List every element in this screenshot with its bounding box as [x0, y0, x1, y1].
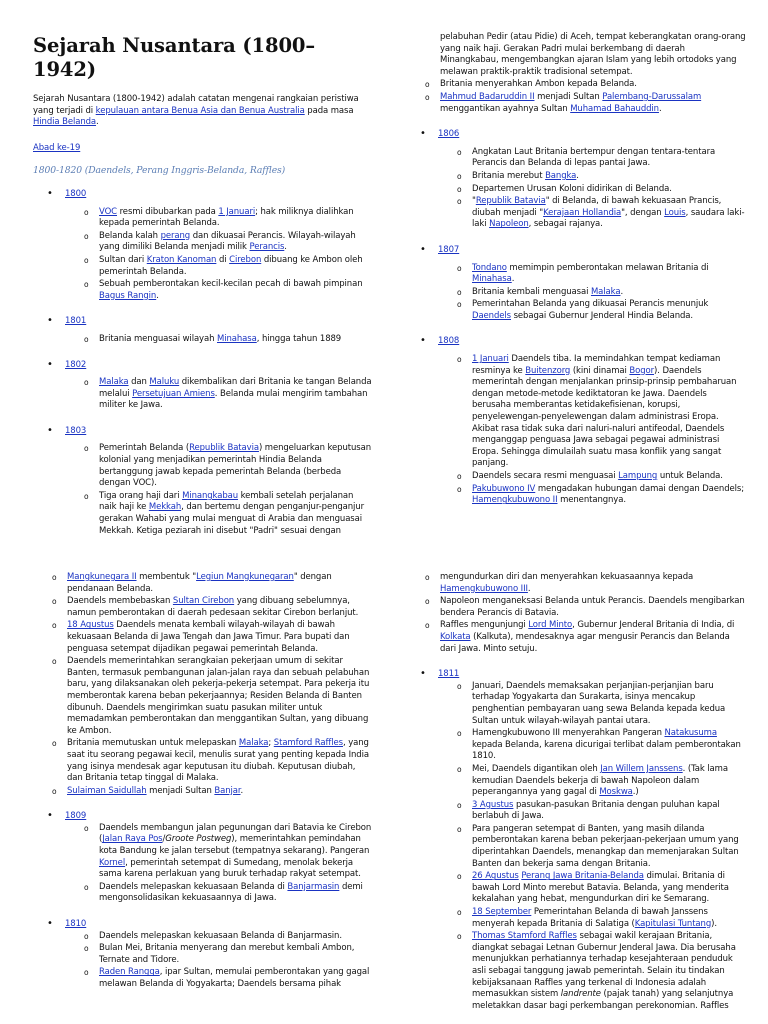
text-run: dikembalikan dari Britania ke tangan Belanda melalui — [99, 377, 372, 399]
event-item — [438, 764, 746, 799]
text-run: . — [620, 286, 624, 297]
italic-text: Groote Postweg — [165, 834, 232, 845]
event-item — [438, 471, 746, 483]
event-item — [438, 184, 746, 196]
text-run: Mei, Daendels digantikan oleh — [472, 763, 601, 774]
year-link-1807[interactable]: 1807 — [438, 244, 460, 255]
text-run: Pemerintahan Belanda di bawah Janssens menyerah kepada Britania di Salatiga ( — [472, 907, 708, 929]
text-run: Britania kembali menguasai — [472, 286, 591, 297]
text-run: ). Daendels memerintah dengan menjalankan prinsip-prinsip pembaharuan dengan metode-metode kediktatoran ke Jawa. Daendels berusaha memberantas ketidakefisienan, korupsi, penyelewengan-penyelewengan dalam administrasi Eropa. Akibat rasa tidak suka dari naluri-naluri antifeodal, Daendels menganggap penguasa Jawa sebagai pegawai administrasi Eropa. Sehingga dimulailah suatu masa konflik yang sangat panjang. — [472, 365, 737, 469]
event-item — [33, 786, 373, 798]
text-run: yang dibuang sebelumnya, namun pemberontakan di daerah pedesaan sekitar Cirebon berlanjut. — [67, 596, 359, 618]
year-item-1810 — [33, 919, 373, 991]
text-run: untuk Belanda. — [657, 471, 723, 481]
event-list — [406, 32, 746, 115]
event-item — [33, 572, 373, 595]
inline-link[interactable]: Banjarmasin — [287, 881, 340, 892]
text-run: " — [472, 196, 476, 207]
text-run: ; hak miliknya dialihkan kepada pemerintah Belanda. — [99, 206, 354, 229]
event-item — [65, 279, 373, 302]
italic-text: landrente — [560, 989, 601, 1000]
page-title: Sejarah Nusantara (1800–1942) — [33, 34, 316, 81]
inline-link[interactable]: Lampung — [618, 471, 658, 481]
text-run: Britania menguasai wilayah — [99, 333, 217, 344]
event-item — [438, 196, 746, 231]
year-item-1811 — [406, 669, 746, 1012]
inline-link[interactable]: Perang Jawa Britania-Belanda — [521, 871, 644, 882]
text-run: Daendels tiba. Ia memindahkan tempat kediaman resminya ke — [472, 354, 721, 376]
event-item — [65, 377, 373, 412]
text-run: Bulan Mei, Britania menyerang dan merebut kembali Ambon, Ternate and Tidore. — [99, 943, 355, 965]
text-run: . — [527, 583, 531, 594]
event-item — [65, 334, 373, 346]
text-run: ). — [711, 918, 717, 929]
page-1-right-column — [406, 32, 746, 508]
year-item-1809 — [33, 811, 373, 905]
event-item — [438, 354, 746, 470]
text-run: . Belanda mulai mengirim tambahan militer ke Jawa. — [99, 388, 368, 411]
text-run: Britania memutuskan untuk melepaskan — [67, 738, 239, 749]
event-list — [65, 931, 373, 991]
text-run: Daendels melepaskan kekuasaan Belanda di — [99, 881, 288, 892]
inline-link[interactable]: Thomas Stamford Raffles — [472, 931, 577, 942]
inline-link[interactable]: Minahasa — [217, 333, 257, 344]
event-item — [33, 656, 373, 737]
inline-link[interactable]: Jalan Raya Pos — [102, 834, 163, 845]
text-run: menjadi Sultan — [534, 91, 603, 102]
event-item — [65, 943, 373, 966]
event-item — [406, 620, 746, 655]
year-link-1803[interactable]: 1803 — [65, 425, 87, 436]
inline-link[interactable]: Moskwa — [599, 787, 633, 798]
event-item — [438, 681, 746, 727]
inline-link[interactable]: Pakubuwono IV — [472, 483, 536, 494]
text-run: Napoleon menganeksasi Belanda untuk Perancis. Daendels mengibarkan bendera Perancis di Batavia. — [440, 596, 745, 618]
inline-link[interactable]: Malaka — [590, 286, 621, 297]
event-item — [438, 147, 746, 170]
inline-link[interactable]: Palembang-Darussalam — [602, 91, 702, 102]
inline-link[interactable]: Maluku — [149, 377, 180, 388]
text-run: . (Tak lama kemudian Daendels bekerja di bawah Napoleon dalam peperangannya yang gagal di — [472, 763, 728, 798]
inline-link[interactable]: Hamengkubuwono III — [440, 583, 528, 594]
text-run: Daendels menata kembali wilayah-wilayah di bawah kekuasaan Belanda di Jawa Tengah dan Jawa Timur. Para bupati dan penguasa setempat dijadikan pegawai pemerintah Belanda. — [67, 620, 350, 654]
text-run: dibuang ke Ambon oleh pemerintah Belanda. — [99, 254, 363, 277]
inline-link[interactable]: Kornel — [99, 857, 126, 868]
inline-link[interactable]: kepulauan antara Benua Asia dan Benua Australia — [95, 105, 305, 116]
inline-link[interactable]: Tondano — [472, 262, 507, 273]
year-list — [406, 572, 746, 1012]
text-run: " dengan pendanaan Belanda. — [67, 572, 332, 594]
page-2-right-column — [406, 572, 746, 1013]
event-item — [438, 171, 746, 183]
year-item-1806 — [406, 129, 746, 231]
year-item-1802 — [33, 360, 373, 412]
text-run: , saudara laki-laki — [472, 207, 745, 230]
text-run: . — [658, 103, 662, 114]
inline-link[interactable]: 26 Agustus — [472, 871, 519, 882]
text-run: , sebagai rajanya. — [528, 219, 603, 230]
text-run: Para pangeran setempat di Banten, yang masih dilanda pemberontakan karena beban pekerjaan-pekerjaan umum yang diperintahkan Daendels, menangkap dan memenjarakan Sultan Banten dan bekerja sama dengan Britania. — [472, 823, 739, 869]
event-item — [65, 823, 373, 881]
inline-link[interactable]: Legiun Mangkunegaran — [196, 572, 294, 582]
text-run: Daendels membangun jalan pegunungan dari Batavia ke Cirebon ( — [99, 822, 372, 845]
text-run: pada masa — [304, 105, 354, 116]
text-run: . — [240, 785, 244, 796]
text-run: . — [156, 290, 159, 301]
event-item — [406, 92, 746, 115]
year-link-1808[interactable]: 1808 — [438, 336, 460, 347]
text-run: sebagai Gubernur Jenderal Hindia Belanda. — [511, 310, 693, 321]
event-item — [406, 596, 746, 619]
inline-link[interactable]: Sulaiman Saidullah — [67, 785, 147, 796]
text-run: resmi dibubarkan pada — [117, 206, 219, 217]
year-list — [33, 572, 373, 991]
event-list — [33, 572, 373, 797]
text-run: . — [96, 117, 99, 128]
event-item — [406, 572, 746, 595]
inline-link[interactable]: 1 Januari — [472, 354, 509, 365]
inline-link[interactable]: Natakusuma — [664, 728, 717, 739]
text-run: dan dikuasai Perancis. Wilayah-wilayah yang dimiliki Belanda menjadi milik — [99, 230, 356, 253]
text-run: sebagai wakil kerajaan Britania, diangkat sebagai Letnan Gubernur Jenderal Jawa. Dia berusaha menunjukkan perhatiannya terhadap kesejahteraan penduduk asli sebagai tanggung jawab pemerintah. Selain itu tindakan kebijaksanaan Raffles yang terkenal di Indonesia adalah memasukkan sistem — [472, 931, 736, 1000]
text-run: mengundurkan diri dan menyerahkan kekuasaannya kepada — [440, 572, 694, 582]
event-list — [438, 354, 746, 507]
inline-link[interactable]: Lord Minto — [528, 620, 573, 631]
text-run: ) mengeluarkan keputusan kolonial yang menjadikan pemerintah Hindia Belanda bertanggung jawab kepada pemerintah Belanda (berbeda dengan VOC). — [99, 443, 371, 489]
text-run: Daendels memerintahkan serangkaian pekerjaan umum di sekitar Banten, termasuk pembangunan jalan-jalan raya dan sebuah pelabuhan baru, yang dilaksanakan oleh pekerja-pekerja setempat. Para pekerja itu memberontak karena beban pekerjaannya; Residen Belanda di Banten dibunuh. Daendels mengirimkan suatu pasukan militer untuk memadamkan pemberontakan dan menggantikan Sultan, yang dibuang ke Ambon. — [67, 656, 370, 736]
inline-link[interactable]: 3 Agustus — [472, 799, 514, 810]
text-run: menjadi Sultan — [146, 785, 215, 796]
event-item — [438, 931, 746, 1012]
section-link-abad-19[interactable] — [33, 143, 373, 155]
event-list — [65, 334, 373, 346]
inline-link[interactable]: Mangkunegara II — [67, 572, 137, 582]
text-run: , ipar Sultan, memulai pemberontakan yang gagal melawan Belanda di Yogyakarta; Daendels bersama pihak — [99, 967, 370, 989]
year-item-continued — [406, 572, 746, 655]
text-run: Britania merebut — [472, 170, 546, 181]
text-run: Sebuah pemberontakan kecil-kecilan pecah di bawah pimpinan — [99, 279, 363, 290]
event-item — [65, 967, 373, 990]
inline-link[interactable]: Mahmud Badaruddin II — [440, 91, 535, 102]
event-item — [33, 596, 373, 619]
text-run: Sultan dari — [99, 254, 147, 265]
year-item-1800 — [33, 189, 373, 302]
text-run: Sejarah Nusantara (1800-1942) adalah catatan mengenai rangkaian peristiwa yang terjadi di — [33, 94, 359, 116]
text-run: (pajak tanah) yang selanjutnya meletakkan dasar bagi perkembangan perekonomian. Raffles — [472, 989, 734, 1011]
text-run: pelabuhan Pedir (atau Pidie) di Aceh, tempat keberangkatan orang-orang yang naik haji. Gerakan Padri mulai berkembang di daerah Minangkabau, mengembangkan ajaran Islam yang lebih ortodoks yang melawan praktik-praktik tradisional setempat. — [440, 32, 746, 77]
inline-link[interactable]: Malaka — [238, 738, 269, 749]
event-item — [438, 484, 746, 507]
text-run: Tiga orang haji dari — [99, 490, 183, 501]
event-list — [65, 207, 373, 303]
text-run: membentuk " — [136, 572, 197, 582]
inline-link[interactable]: perang — [160, 230, 191, 241]
text-run: menggantikan ayahnya Sultan — [440, 103, 571, 114]
text-run: Britania menyerahkan Ambon kepada Belanda. — [440, 79, 637, 90]
year-link-1811[interactable]: 1811 — [438, 669, 460, 680]
year-list — [33, 189, 373, 537]
year-item-1807 — [406, 245, 746, 323]
event-list — [65, 823, 373, 905]
text-run: Hamengkubuwono III menyerahkan Pangeran — [472, 728, 665, 739]
text-run: demi mengonsolidasikan kekuasaannya di Jawa. — [99, 881, 363, 904]
event-item — [33, 620, 373, 655]
intro-paragraph — [33, 94, 373, 129]
text-run: Departemen Urusan Koloni didirikan di Belanda. — [472, 183, 672, 194]
text-run: Daendels membebaskan — [67, 596, 173, 607]
inline-link[interactable]: Cirebon — [229, 254, 262, 265]
text-run: / — [162, 834, 166, 845]
event-list — [406, 572, 746, 655]
event-list — [438, 263, 746, 323]
text-run: Raffles mengunjungi — [440, 620, 529, 631]
text-run: Pemerintahan Belanda yang dikuasai Perancis menunjuk — [472, 299, 709, 310]
event-item — [438, 287, 746, 299]
inline-link[interactable]: Napoleon — [489, 219, 529, 230]
text-run: , yang saat itu seorang pegawai kecil, menulis surat yang penting kepada India yang isinya mendesak agar keputusan itu diubah. Keputusan diubah, dan Britania tetap tinggal di Malaka. — [67, 738, 369, 784]
text-run: . — [284, 242, 287, 253]
text-run: Daendels secara resmi menguasai — [472, 471, 619, 481]
text-run: , dan bertemu dengan penganjur-penganjur gerakan Wahabi yang mulai menguat di Arabia dan menguasai Mekkah. Ketiga peziarah ini disebut "Padri" sesuai dengan — [99, 502, 364, 536]
text-run: Angkatan Laut Britania bertempur dengan tentara-tentara Perancis dan Belanda di lepas pantai Jawa. — [472, 146, 716, 169]
inline-link[interactable]: Kraton Kanoman — [146, 254, 217, 265]
inline-link[interactable]: Stamford Raffles — [273, 738, 343, 749]
text-run: kepada Belanda, karena dicurigai terlibat dalam pemberontakan 1810. — [472, 739, 741, 762]
text-run: , pemerintah setempat di Sumedang, menolak bekerja sama karena perlakuan yang buruk terhadap rakyat setempat. — [99, 857, 361, 880]
text-run: dimulai. Britania di bawah Lord Minto merebut Batavia. Belanda, yang menderita kekalahan yang hebat, mengundurkan diri ke Semarang. — [472, 871, 729, 905]
inline-link[interactable]: Kerajaan Hollandia — [543, 207, 622, 218]
text-run: mengadakan hubungan damai dengan Daendels; — [535, 483, 744, 494]
text-run: pasukan-pasukan Britania dengan puluhan kapal berlabuh di Jawa. — [472, 799, 720, 822]
event-item — [438, 800, 746, 823]
section-link-text[interactable]: Abad ke-19 — [33, 142, 81, 153]
inline-link[interactable]: 1 Januari — [218, 206, 256, 217]
event-list — [438, 681, 746, 1013]
inline-link[interactable]: Daendels — [472, 310, 511, 321]
year-link-1809[interactable]: 1809 — [65, 811, 87, 822]
inline-link[interactable]: Hamengkubuwono II — [472, 495, 558, 506]
text-run: menentangnya. — [557, 495, 626, 506]
inline-link[interactable]: Bangka — [545, 170, 577, 181]
page-1-left-column — [33, 0, 373, 538]
year-item-1801 — [33, 316, 373, 345]
inline-link[interactable]: Bagus Rangin — [99, 290, 157, 301]
inline-link[interactable]: Kolkata — [440, 631, 471, 642]
event-list — [438, 147, 746, 231]
event-item — [438, 263, 746, 286]
inline-link[interactable]: Buitenzorg — [525, 365, 571, 376]
section-subheading: 1800-1820 (Daendels, Perang Inggris-Belanda, Raffles) — [33, 165, 286, 177]
event-item — [406, 79, 746, 91]
inline-link[interactable]: Perancis — [249, 242, 285, 253]
inline-link[interactable]: Sultan Cirebon — [172, 596, 235, 607]
text-run: (Kalkuta), mendesaknya agar mengusir Perancis dan Belanda dari Jawa. Minto setuju. — [440, 631, 730, 654]
inline-link[interactable]: 18 September — [472, 907, 532, 918]
year-item-continued — [33, 572, 373, 797]
event-item — [65, 255, 373, 278]
year-link-1801[interactable]: 1801 — [65, 316, 87, 327]
text-run: di — [216, 254, 230, 265]
event-item — [438, 824, 746, 870]
inline-link[interactable]: VOC — [99, 206, 117, 217]
text-run: Januari, Daendels memaksakan perjanjian-perjanjian baru terhadap Yogyakarta dan Surakarta, isinya mencakup penghentian pembayaran uang sewa Belanda kepada kedua Sultan untuk wilayah-wilayah pantai utara. — [472, 680, 726, 726]
text-run: kembali setelah perjalanan naik haji ke — [99, 490, 354, 513]
inline-link[interactable]: Muhamad Bahauddin — [570, 103, 659, 114]
year-link-1800[interactable]: 1800 — [65, 188, 87, 199]
event-list — [65, 377, 373, 412]
text-run: , hingga tahun 1889 — [256, 333, 342, 344]
inline-link[interactable]: Persetujuan Amiens — [132, 388, 215, 399]
inline-link[interactable]: Minahasa — [472, 274, 512, 285]
year-link-1802[interactable]: 1802 — [65, 359, 87, 370]
text-run: (kini dinamai — [570, 365, 630, 376]
event-item — [438, 907, 746, 930]
year-item-continued — [406, 32, 746, 115]
page-2-left-column — [33, 572, 373, 992]
inline-link[interactable]: 18 Agustus — [67, 620, 114, 631]
text-run: Pemerintah Belanda ( — [99, 443, 190, 454]
event-item — [65, 882, 373, 905]
event-item — [406, 32, 746, 78]
text-run: .) — [632, 787, 639, 798]
inline-link[interactable]: Kapitulasi Tuntang — [634, 918, 712, 929]
page-2 — [0, 512, 768, 1024]
text-run: Daendels melepaskan kekuasaan Belanda di Banjarmasin. — [99, 930, 342, 941]
text-run: , Gubernur Jenderal Britania di India, di — [572, 620, 735, 631]
text-run: Belanda kalah — [99, 230, 161, 241]
inline-link[interactable]: Banjar — [214, 785, 241, 796]
text-run: ; — [268, 738, 274, 749]
inline-link[interactable]: Louis — [664, 207, 686, 218]
inline-link[interactable]: Bogor — [629, 365, 655, 376]
event-item — [65, 443, 373, 489]
inline-link[interactable]: Republik Batavia — [189, 443, 259, 454]
event-item — [33, 738, 373, 784]
event-item — [438, 728, 746, 763]
year-link-1810[interactable]: 1810 — [65, 919, 87, 930]
inline-link[interactable]: Malaka — [99, 377, 129, 388]
text-run: ), memerintahkan pemindahan kota Bandung ke jalan tersebut (tempatnya sekarang). Pangeran — [99, 834, 370, 857]
text-run: " di Belanda, di bawah kekuasaan Prancis, diubah menjadi " — [472, 196, 722, 218]
inline-link[interactable]: Raden Rangga — [99, 967, 160, 978]
inline-link[interactable]: Minangkabau — [182, 490, 239, 501]
text-run: . — [576, 170, 579, 181]
event-item — [438, 871, 746, 906]
text-run: dan — [128, 377, 150, 388]
inline-link[interactable]: Hindia Belanda — [33, 117, 97, 128]
event-item — [65, 931, 373, 943]
inline-link[interactable]: Mekkah — [148, 502, 182, 513]
year-link-1806[interactable]: 1806 — [438, 129, 460, 140]
event-item — [438, 299, 746, 322]
inline-link[interactable]: Jan Willem Janssens — [600, 763, 683, 774]
text-run: ", dengan — [621, 207, 665, 218]
inline-link[interactable]: Republik Batavia — [475, 196, 546, 207]
event-item — [65, 207, 373, 230]
text-run: . — [511, 274, 515, 285]
year-list — [406, 32, 746, 507]
year-item-1808 — [406, 336, 746, 506]
event-item — [65, 231, 373, 254]
text-run: memimpin pemberontakan melawan Britania di — [506, 262, 709, 273]
